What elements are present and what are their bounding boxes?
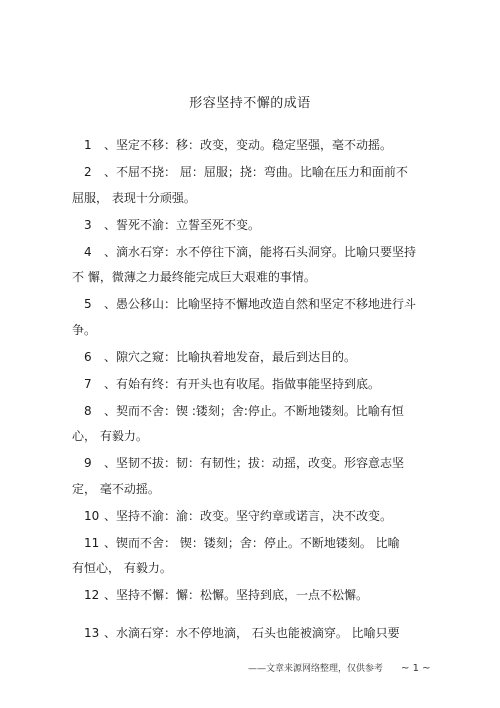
entry-number: 12 <box>84 588 100 602</box>
entry-number: 3 <box>84 217 92 232</box>
entry-number: 11 <box>84 535 100 550</box>
entry-text: 、愚公移山：比喻坚持不懈地改造自然和坚定不移地进行斗 <box>104 297 417 311</box>
entry-number: 2 <box>84 165 92 179</box>
entry-text: 、契而不舍：锲 :镂刻；舍:停止。不断地镂刻。比喻有恒 <box>104 403 404 418</box>
footer-note: ——文章来源网络整理，仅供参考 <box>248 664 384 674</box>
idiom-entry-4 <box>72 240 432 291</box>
entry-text: 、坚持不渝：渝：改变。坚守约章或诺言，决不改变。 <box>104 508 393 523</box>
entry-text-continued: 心， 有毅力。 <box>72 429 148 443</box>
entry-text: 、锲而不舍： 锲：镂刻；舍：停止。不断地镂刻。 比喻 <box>104 535 400 550</box>
idiom-entry-13 <box>72 621 432 647</box>
entry-number: 13 <box>84 625 100 640</box>
entry-text-continued: 屈服， 表现十分顽强。 <box>72 190 196 205</box>
idiom-entry-12 <box>72 583 432 609</box>
entry-text: 、坚持不懈：懈：松懈。坚持到底，一点不松懈。 <box>104 588 369 602</box>
entry-text: 、坚定不移：移：改变，变动。稳定坚强，毫不动摇。 <box>104 138 393 152</box>
entry-text: 、隙穴之窥：比喻执着地发奋，最后到达目的。 <box>104 349 357 364</box>
entry-text: 、有始有终：有开头也有收尾。指做事能坚持到底。 <box>104 376 381 391</box>
entry-text-continued: 争。 <box>72 322 97 337</box>
entry-text-continued: 不 懈，微薄之力最终能完成巨大艰难的事情。 <box>72 270 316 284</box>
entry-number: 1 <box>84 138 92 152</box>
entry-text: 、坚韧不拔：韧：有韧性；拔：动摇，改变。形容意志坚 <box>104 456 405 470</box>
idiom-list <box>72 133 432 648</box>
entry-text-continued: 定， 毫不动摇。 <box>72 481 160 496</box>
entry-number: 10 <box>84 508 100 523</box>
idiom-entry-2 <box>72 160 432 211</box>
entry-number: 4 <box>84 244 92 259</box>
idiom-entry-8 <box>72 399 432 450</box>
idiom-entry-11 <box>72 531 432 582</box>
document-title: 形容坚持不懈的成语 <box>189 96 311 111</box>
entry-number: 5 <box>84 297 92 311</box>
entry-number: 8 <box>84 403 92 418</box>
page-footer <box>248 661 431 674</box>
idiom-entry-9 <box>72 451 432 502</box>
idiom-entry-10 <box>72 504 432 530</box>
entry-text-continued: 有恒心， 有毅力。 <box>72 561 172 575</box>
entry-number: 6 <box>84 349 92 364</box>
idiom-entry-5 <box>72 292 432 343</box>
entry-text: 、水滴石穿：水不停地滴， 石头也能被滴穿。 比喻只要 <box>104 625 400 640</box>
entry-text: 、不屈不挠： 屈：屈服；挠：弯曲。比喻在压力和面前不 <box>104 165 408 179</box>
entry-number: 7 <box>84 376 92 391</box>
page-number: ~ 1 ~ <box>401 663 431 674</box>
entry-number: 9 <box>84 456 92 470</box>
idiom-entry-3 <box>72 213 432 239</box>
idiom-entry-1 <box>72 133 432 159</box>
idiom-entry-6 <box>72 345 432 371</box>
entry-text: 、滴水石穿：水不停往下滴，能将石头洞穿。比喻只要坚持 <box>104 244 417 259</box>
idiom-entry-7 <box>72 372 432 398</box>
entry-text: 、誓死不渝：立誓至死不变。 <box>104 217 261 232</box>
